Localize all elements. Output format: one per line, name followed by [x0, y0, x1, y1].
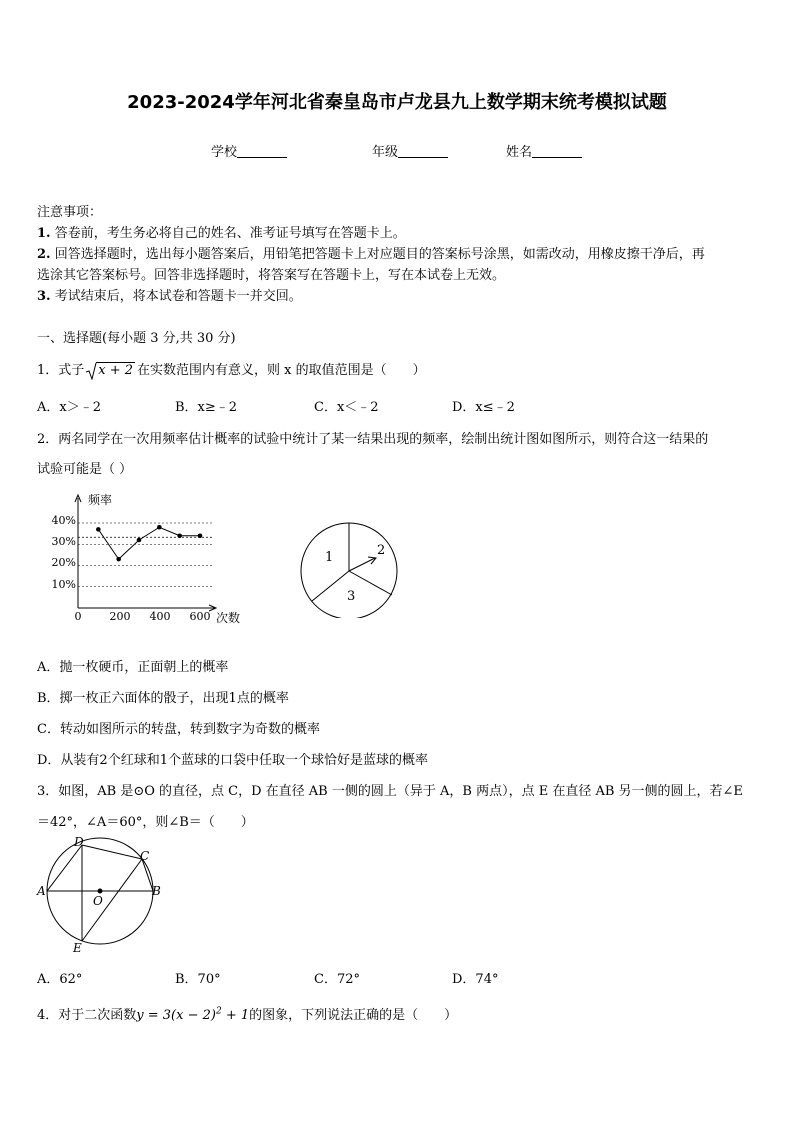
chord-ec: [82, 859, 142, 941]
question-3-line2: ＝42°，∠A＝60°，则∠B＝（ ）: [37, 815, 254, 830]
note-1: 1. 答卷前，考生务必将自己的姓名、准考证号填写在答题卡上。: [37, 226, 406, 241]
data-point-200: [116, 557, 121, 562]
page-title: 2023-2024学年河北省秦皇岛市卢龙县九上数学期末统考模拟试题: [127, 92, 667, 113]
name-label: 姓名: [506, 145, 533, 160]
section-heading: 一、选择题(每小题 3 分,共 30 分): [37, 331, 236, 346]
q1-option-b[interactable]: B．x≥﹣2: [175, 400, 238, 415]
label-e: E: [73, 941, 82, 955]
q2-option-c[interactable]: C．转动如图所示的转盘，转到数字为奇数的概率: [37, 722, 320, 737]
x-axis-label: 次数: [216, 611, 241, 625]
question-2-line2: 试验可能是（ ）: [37, 462, 133, 477]
center-point: [98, 889, 103, 894]
spinner-pointer: [349, 558, 375, 571]
question-3-line1: 3．如图，AB 是⊙O 的直径，点 C，D 在直径 AB 一侧的圆上（异于 A，B 两点），点 E 在直径 AB 另一侧的圆上，若∠E: [37, 784, 743, 799]
y-axis-label: 频率: [88, 493, 113, 507]
x-tick-0: 0: [74, 610, 82, 623]
frequency-line-chart: [40, 488, 250, 633]
q3-option-c[interactable]: C．72°: [314, 972, 360, 987]
sector-label-2: 2: [377, 543, 386, 558]
name-field[interactable]: [506, 141, 582, 160]
notes-heading: 注意事项：: [37, 205, 103, 220]
x-tick-600: 600: [189, 610, 211, 623]
q3-option-b[interactable]: B．70°: [175, 972, 221, 987]
y-tick-10: 10%: [51, 578, 76, 591]
data-point-300: [137, 538, 142, 543]
grade-field[interactable]: [372, 141, 448, 160]
question-1: 1．式子 x + 2 在实数范围内有意义，则 x 的取值范围是（ ）: [37, 363, 426, 378]
q2-option-d[interactable]: D．从装有2个红球和1个蓝球的口袋中任取一个球恰好是蓝球的概率: [37, 753, 428, 768]
quadratic-formula: $y = 3(x - 2)^2 + 1$: [136, 1006, 250, 1023]
school-blank[interactable]: [237, 144, 287, 158]
y-tick-20: 20%: [51, 556, 76, 569]
circle-geometry-figure: [34, 833, 164, 958]
label-d: D: [74, 835, 84, 849]
label-c: C: [140, 849, 150, 863]
school-field[interactable]: [211, 141, 287, 160]
note-2a: 2. 回答选择题时，选出每小题答案后，用铅笔把答题卡上对应题目的答案标号涂黑，如需改动，用橡皮擦干净后，再: [37, 247, 705, 262]
x-tick-200: 200: [109, 610, 131, 623]
q2-option-a[interactable]: A．抛一枚硬币，正面朝上的概率: [37, 660, 229, 675]
grade-label: 年级: [372, 145, 399, 160]
q1-option-c[interactable]: C．x＜﹣2: [314, 400, 379, 415]
divider-left: [312, 571, 349, 601]
school-label: 学校: [211, 145, 238, 160]
series-line: [98, 527, 200, 559]
note-3: 3. 考试结束后，将本试卷和答题卡一并交回。: [37, 289, 302, 304]
question-2-line1: 2．两名同学在一次用频率估计概率的试验中统计了某一结果出现的频率，绘制出统计图如图所示，则符合这一结果的: [37, 432, 709, 447]
sector-label-1: 1: [325, 550, 334, 565]
y-tick-30: 30%: [51, 535, 76, 548]
q1-option-d[interactable]: D．x≤﹣2: [452, 400, 515, 415]
name-blank[interactable]: [532, 144, 582, 158]
label-o: O: [93, 894, 103, 908]
q3-option-d[interactable]: D．74°: [452, 972, 499, 987]
y-tick-40: 40%: [51, 514, 76, 527]
grade-blank[interactable]: [398, 144, 448, 158]
note-2b: 选涂其它答案标号。回答非选择题时，将答案写在答题卡上，写在本试卷上无效。: [37, 268, 506, 283]
question-4: 4．对于二次函数$y = 3(x - 2)^2 + 1$的图象，下列说法正确的是（ ）: [37, 1006, 458, 1023]
data-point-100: [96, 527, 101, 532]
chord-dc: [82, 845, 142, 859]
data-point-500: [177, 533, 182, 538]
sector-label-3: 3: [347, 589, 356, 604]
label-b: B: [152, 884, 161, 898]
q3-option-a[interactable]: A．62°: [37, 972, 83, 987]
data-point-600: [198, 533, 203, 538]
q1-option-a[interactable]: A．x＞﹣2: [37, 400, 101, 415]
divider-right: [349, 571, 392, 595]
label-a: A: [37, 884, 46, 898]
data-point-400: [157, 525, 162, 530]
x-tick-400: 400: [149, 610, 171, 623]
sqrt-expression: x + 2: [86, 363, 135, 378]
spinner-diagram: [295, 518, 405, 618]
q2-option-b[interactable]: B．掷一枚正六面体的骰子，出现1点的概率: [37, 691, 289, 706]
